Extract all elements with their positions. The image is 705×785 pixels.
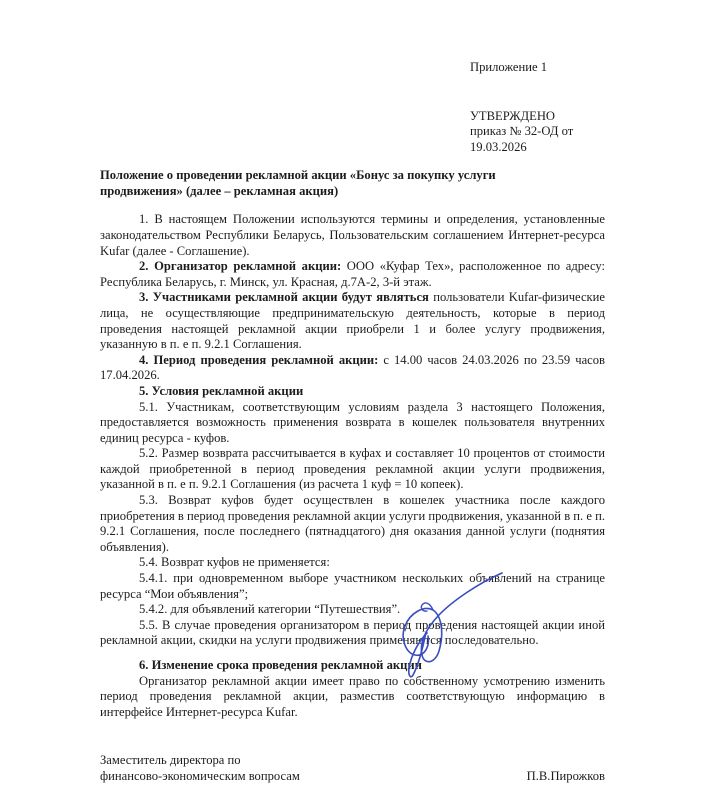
paragraph-3-lead: 3. Участниками рекламной акции будут являться <box>139 290 429 305</box>
clause-5-2-text: 5.2. Размер возврата рассчитывается в куфах и составляет 10 процентов от стоимости каждой приобретенной в период проведения рекламной акции услуги продвижения, указанной в п. е п. 9.2.1 Соглашения (из расчета 1 куф = 10 копеек). <box>100 446 605 492</box>
annex-label: Приложение 1 <box>470 60 548 74</box>
clause-5-2 <box>100 446 605 493</box>
order-line: приказ № 32-ОД от 19.03.2026 <box>470 124 574 154</box>
section-5-heading <box>100 384 605 400</box>
clause-5-1 <box>100 400 605 447</box>
paragraph-4-text: с 14.00 часов 24.03.2026 по 23.59 часов 17.04.2026. <box>100 352 605 383</box>
section-6-heading-text: 6. Изменение срока проведения рекламной акции <box>139 658 422 672</box>
signoff-name: П.В.Пирожков <box>526 768 605 783</box>
clause-5-3 <box>100 493 605 555</box>
signoff-block <box>100 753 605 784</box>
section-6-heading <box>100 658 605 674</box>
signoff-role-line1: Заместитель директора по <box>100 753 241 768</box>
section-5-heading-text: 5. Условия рекламной акции <box>139 383 304 398</box>
paragraph-1-text: 1. В настоящем Положении используются термины и определения, установленные законодательством Республики Беларусь, Пользовательским соглашением Интернет-ресурса Kufar (далее - Соглашение). <box>100 212 605 258</box>
paragraph-2-text: ООО «Куфар Тех», расположенное по адресу: Республика Беларусь, г. Минск, ул. Красная, д.7А-2, 3-й этаж. <box>100 259 605 289</box>
paragraph-4-lead: 4. Период проведения рекламной акции: <box>139 352 379 367</box>
approved-label: УТВЕРЖДЕНО <box>470 108 556 123</box>
clause-5-4-2-text: 5.4.2. для объявлений категории “Путешествия”. <box>139 602 401 617</box>
paragraph-3-text: пользователи Kufar-физические лица, не осуществляющие предпринимательскую деятельность, которые в период проведения настоящей рекламной акции приобрели 1 и более услугу продвижения, указанную в п. е п. 9.2.1 Соглашения. <box>100 290 605 352</box>
approval-block <box>470 60 605 155</box>
clause-5-4-1 <box>100 571 605 602</box>
clause-5-1-text: 5.1. Участникам, соответствующим условиям раздела 3 настоящего Положения, предоставляется возможность применения возврата в кошелек пользователя внутренних единиц ресурса - куфов. <box>100 399 605 445</box>
document-title: Положение о проведении рекламной акции «Бонус за покупку услуги продвижения» (далее – рекламная акция) <box>100 168 496 199</box>
paragraph-3 <box>100 290 605 352</box>
paragraph-4 <box>100 353 605 384</box>
section-6-body <box>100 674 605 721</box>
paragraph-1 <box>100 212 605 259</box>
clause-5-4-1-text: 5.4.1. при одновременном выборе участником нескольких объявлений на странице ресурса “Мои объявления”; <box>100 571 605 601</box>
clause-5-4-text: 5.4. Возврат куфов не применяется: <box>139 555 330 570</box>
clause-5-5-text: 5.5. В случае проведения организатором в период проведения настоящей акции иной рекламной акции, скидки на услуги продвижения применяются последовательно. <box>100 617 605 648</box>
handwritten-signature <box>383 570 505 682</box>
paragraph-2-lead: 2. Организатор рекламной акции: <box>139 259 342 274</box>
clause-5-4-2 <box>100 602 605 618</box>
clause-5-4 <box>100 555 605 571</box>
clause-5-5 <box>100 618 605 649</box>
signoff-role <box>100 753 300 784</box>
clause-5-3-text: 5.3. Возврат куфов будет осуществлен в кошелек участника после каждого приобретения в период проведения рекламной акции услуги продвижения, указанной в п. е п. 9.2.1 Соглашения, после последнего (пятнадцатого) дня оказания данной услуги (поднятия объявления). <box>100 493 605 554</box>
signoff-role-line2: финансово-экономическим вопросам <box>100 768 300 783</box>
section-6-body-text: Организатор рекламной акции имеет право по собственному усмотрению изменить период проведения рекламной акции, разместив соответствующую информацию в интерфейсе Интернет-ресурса Kufar. <box>100 673 605 719</box>
paragraph-2 <box>100 259 605 290</box>
